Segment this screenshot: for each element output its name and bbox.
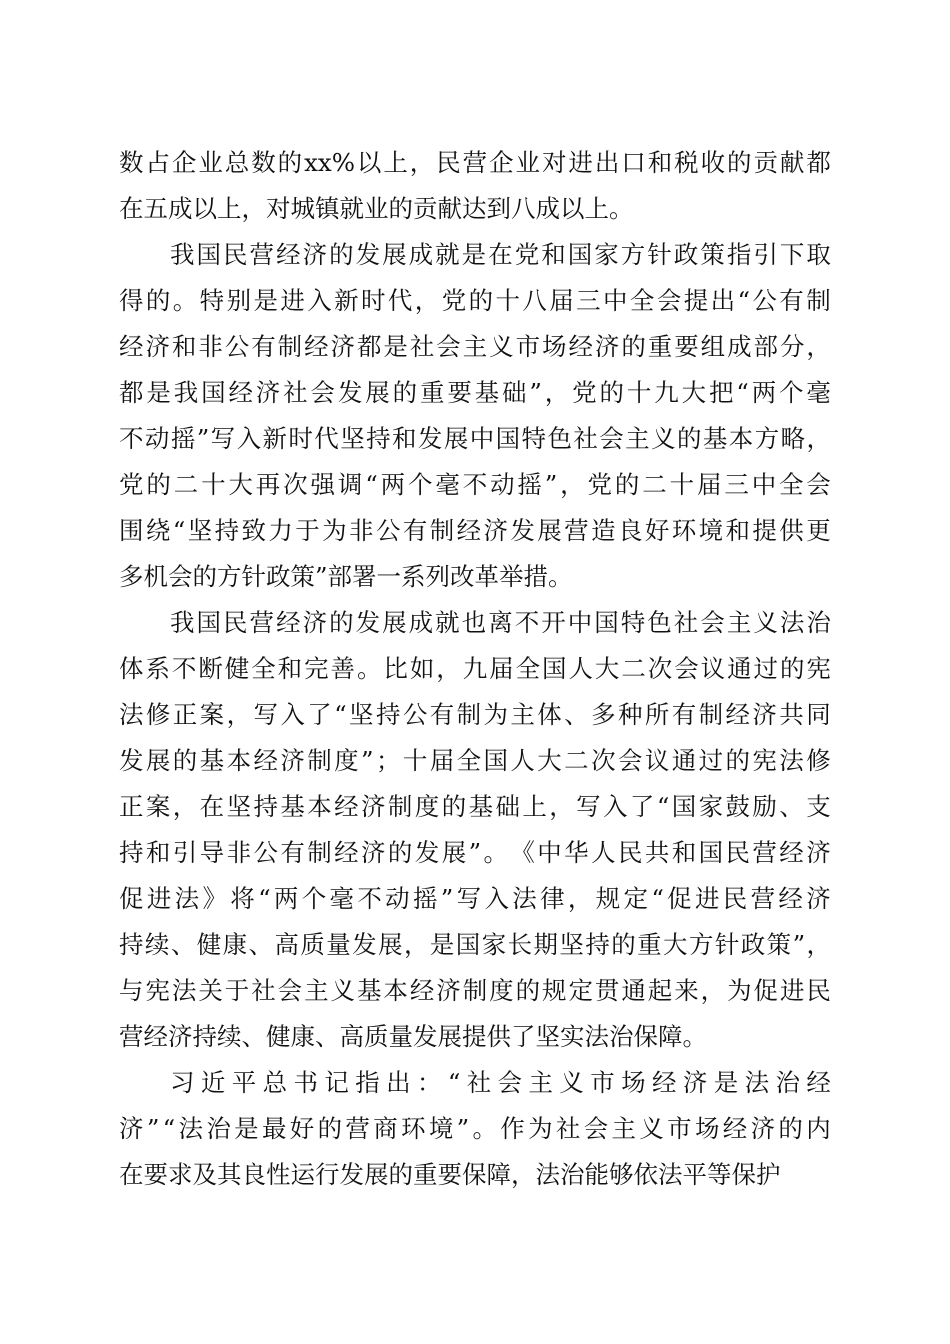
text-line: 党 的 二 十 大 再 次 强 调 “ 两 个 毫 不 动 摇 ” ， 党 的 二 十 届 三 中 全 会 <box>119 470 831 499</box>
text-line: 在五成以上，对城镇就业的贡献达到八成以上。 <box>119 194 634 223</box>
text-line: 在要求及其良性运行发展的重要保障，法治能够依法平等保护 <box>119 1160 781 1189</box>
text-line: 正 案 ， 在 坚 持 基 本 经 济 制 度 的 基 础 上 ， 写 入 了 “ 国 家 鼓 励 、 支 <box>119 792 831 821</box>
text-line: 我 国 民 营 经 济 的 发 展 成 就 也 离 不 开 中 国 特 色 社 会 主 义 法 治 <box>170 608 831 637</box>
text-line: 发 展 的 基 本 经 济 制 度 ” ； 十 届 全 国 人 大 二 次 会 议 通 过 的 宪 法 修 <box>119 746 831 775</box>
paragraph <box>119 232 831 600</box>
paragraph <box>119 140 831 232</box>
document-body <box>119 140 831 1198</box>
text-line: 围 绕 “ 坚 持 致 力 于 为 非 公 有 制 经 济 发 展 营 造 良 好 环 境 和 提 供 更 <box>119 516 831 545</box>
text-line: 法 修 正 案 ， 写 入 了 “ 坚 持 公 有 制 为 主 体 、 多 种 所 有 制 经 济 共 同 <box>119 700 831 729</box>
paragraph <box>119 600 831 1060</box>
text-line: 得 的 。 特 别 是 进 入 新 时 代 ， 党 的 十 八 届 三 中 全 会 提 出 “ 公 有 制 <box>119 286 831 315</box>
text-line: 持 和 引 导 非 公 有 制 经 济 的 发 展 ” 。 《 中 华 人 民 共 和 国 民 营 经 济 <box>119 838 831 867</box>
text-line: 都 是 我 国 经 济 社 会 发 展 的 重 要 基 础 ” ， 党 的 十 九 大 把 “ 两 个 毫 <box>119 378 831 407</box>
text-line: 促 进 法 》 将 “ 两 个 毫 不 动 摇 ” 写 入 法 律 ， 规 定 “ 促 进 民 营 经 济 <box>119 884 831 913</box>
paragraph <box>119 1060 831 1198</box>
text-line: 营经济持续、健康、高质量发展提供了坚实法治保障。 <box>119 1022 707 1051</box>
text-line: 经 济 和 非 公 有 制 经 济 都 是 社 会 主 义 市 场 经 济 的 重 要 组 成 部 分 ， <box>119 332 831 361</box>
text-line: 济 ” “ 法 治 是 最 好 的 营 商 环 境 ” 。 作 为 社 会 主 义 市 场 经 济 的 内 <box>119 1114 831 1143</box>
text-line: 持 续 、 健 康 、 高 质 量 发 展 ， 是 国 家 长 期 坚 持 的 重 大 方 针 政 策 ” ， <box>119 930 831 959</box>
text-line: 不 动 摇 ” 写 入 新 时 代 坚 持 和 发 展 中 国 特 色 社 会 主 义 的 基 本 方 略 ， <box>119 424 831 453</box>
text-line: 多机会的方针政策”部署一系列改革举措。 <box>119 562 573 591</box>
text-line: 数 占 企 业 总 数 的 xx% 以 上 ， 民 营 企 业 对 进 出 口 和 税 收 的 贡 献 都 <box>119 148 831 177</box>
text-line: 习 近 平 总 书 记 指 出 ： “ 社 会 主 义 市 场 经 济 是 法 治 经 <box>170 1068 831 1097</box>
text-line: 我 国 民 营 经 济 的 发 展 成 就 是 在 党 和 国 家 方 针 政 策 指 引 下 取 <box>170 240 831 269</box>
text-line: 体 系 不 断 健 全 和 完 善 。 比 如 ， 九 届 全 国 人 大 二 次 会 议 通 过 的 宪 <box>119 654 831 683</box>
text-line: 与 宪 法 关 于 社 会 主 义 基 本 经 济 制 度 的 规 定 贯 通 起 来 ， 为 促 进 民 <box>119 976 831 1005</box>
